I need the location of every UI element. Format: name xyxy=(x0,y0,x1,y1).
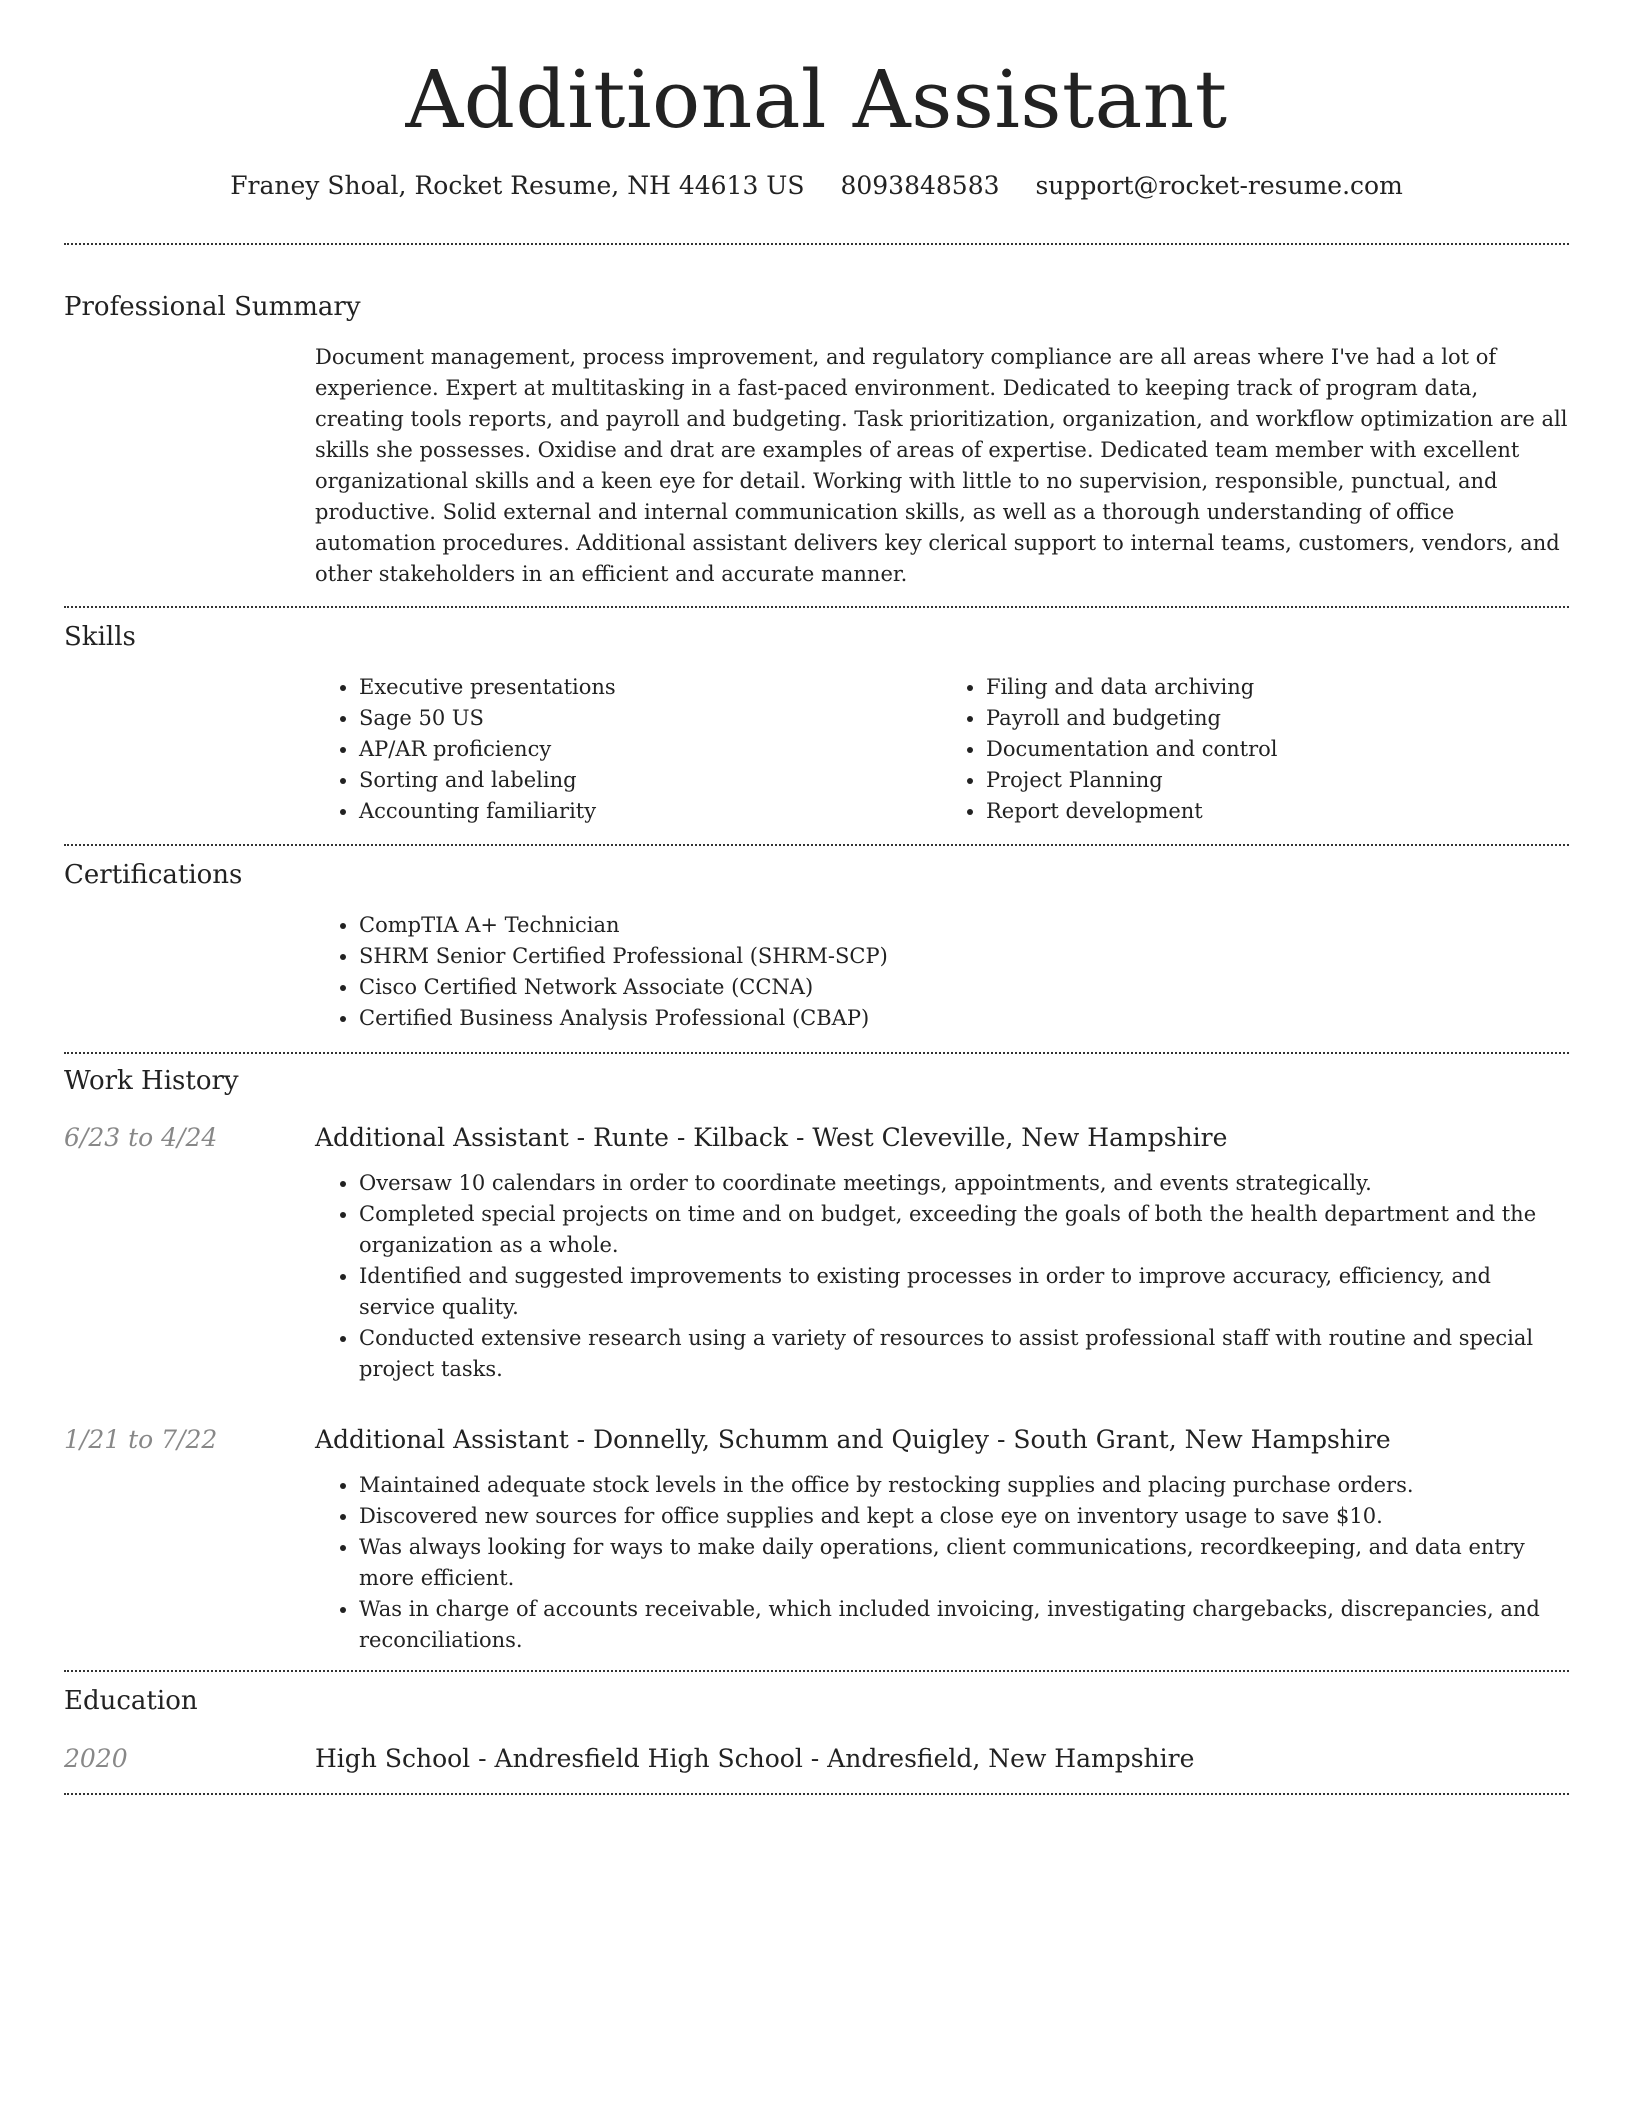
job-dates: 1/21 to 7/22 xyxy=(64,1425,218,1454)
job-bullet: • Discovered new sources for office supplies and kept a close eye on inventory usage to save $10. xyxy=(359,1501,1569,1532)
section-title-summary: Professional Summary xyxy=(64,292,361,322)
skill-item: • Executive presentations xyxy=(359,672,942,703)
skills-section xyxy=(64,608,1569,844)
section-title-work-history: Work History xyxy=(64,1066,239,1096)
job-dates: 6/23 to 4/24 xyxy=(64,1123,218,1152)
skill-item: • Accounting familiarity xyxy=(359,796,942,827)
work-history-section xyxy=(64,1054,1569,1670)
skill-item: • AP/AR proficiency xyxy=(359,734,942,765)
certification-item: • Cisco Certified Network Associate (CCNA) xyxy=(359,972,1569,1003)
contact-phone: 8093848583 xyxy=(840,171,1000,200)
skill-item: • Sage 50 US xyxy=(359,703,942,734)
education-section xyxy=(64,1672,1569,1793)
skill-item: • Documentation and control xyxy=(986,734,1569,765)
job-bullet-list xyxy=(315,1470,1569,1656)
certifications-section xyxy=(64,846,1569,1052)
skill-item: • Project Planning xyxy=(986,765,1569,796)
job-bullet: • Conducted extensive research using a variety of resources to assist professional staff with routine and special project tasks. xyxy=(359,1323,1569,1385)
job-bullet: • Maintained adequate stock levels in the office by restocking supplies and placing purchase orders. xyxy=(359,1470,1569,1501)
section-title-skills: Skills xyxy=(64,622,136,652)
education-year: 2020 xyxy=(64,1744,128,1773)
summary-section xyxy=(64,245,1569,606)
certification-item: • Certified Business Analysis Professional (CBAP) xyxy=(359,1003,1569,1034)
job-heading: Additional Assistant - Donnelly, Schumm and Quigley - South Grant, New Hampshire xyxy=(315,1425,1391,1454)
skill-item: • Payroll and budgeting xyxy=(986,703,1569,734)
job-heading: Additional Assistant - Runte - Kilback - West Cleveville, New Hampshire xyxy=(315,1123,1228,1152)
certifications-list xyxy=(315,910,1569,1034)
skill-item: • Report development xyxy=(986,796,1569,827)
resume-page xyxy=(64,0,1569,1795)
candidate-name: Additional Assistant xyxy=(405,53,1228,146)
contact-address: Franey Shoal, Rocket Resume, NH 44613 US xyxy=(230,171,805,200)
education-entry xyxy=(64,1742,1569,1776)
section-title-certifications: Certifications xyxy=(64,860,243,890)
job-entry xyxy=(64,1423,1569,1656)
certification-item: • CompTIA A+ Technician xyxy=(359,910,1569,941)
section-title-education: Education xyxy=(64,1686,198,1716)
job-bullet: • Was in charge of accounts receivable, which included invoicing, investigating chargebacks, discrepancies, and reconciliations. xyxy=(359,1594,1569,1656)
job-bullet: • Oversaw 10 calendars in order to coordinate meetings, appointments, and events strategically. xyxy=(359,1168,1569,1199)
contact-line xyxy=(64,168,1569,204)
section-divider xyxy=(64,1793,1569,1795)
skills-list-left xyxy=(315,672,942,827)
certification-item: • SHRM Senior Certified Professional (SHRM-SCP) xyxy=(359,941,1569,972)
job-entry xyxy=(64,1121,1569,1385)
skill-item: • Filing and data archiving xyxy=(986,672,1569,703)
job-bullet: • Was always looking for ways to make daily operations, client communications, recordkeeping, and data entry more efficient. xyxy=(359,1532,1569,1594)
skills-list-right xyxy=(942,672,1569,827)
job-bullet: • Completed special projects on time and on budget, exceeding the goals of both the health department and the organization as a whole. xyxy=(359,1199,1569,1261)
contact-email: support@rocket-resume.com xyxy=(1035,171,1403,200)
job-bullet-list xyxy=(315,1168,1569,1385)
skill-item: • Sorting and labeling xyxy=(359,765,942,796)
education-heading: High School - Andresfield High School - Andresfield, New Hampshire xyxy=(315,1744,1195,1773)
summary-text: Document management, process improvement, and regulatory compliance are all areas where I've had a lot of experience. Expert at multitasking in a fast-paced environment. Dedicated to keeping track of program data, creating tools reports, and payroll and budgeting. Task prioritization, organization, and workflow optimization are all skills she possesses. Oxidise and drat are examples of areas of expertise. Dedicated team member with excellent organizational skills and a keen eye for detail. Working with little to no supervision, responsible, punctual, and productive. Solid external and internal communication skills, as well as a thorough understanding of office automation procedures. Additional assistant delivers key clerical support to internal teams, customers, vendors, and other stakeholders in an efficient and accurate manner. xyxy=(315,345,1568,586)
job-bullet: • Identified and suggested improvements to existing processes in order to improve accuracy, efficiency, and service quality. xyxy=(359,1261,1569,1323)
